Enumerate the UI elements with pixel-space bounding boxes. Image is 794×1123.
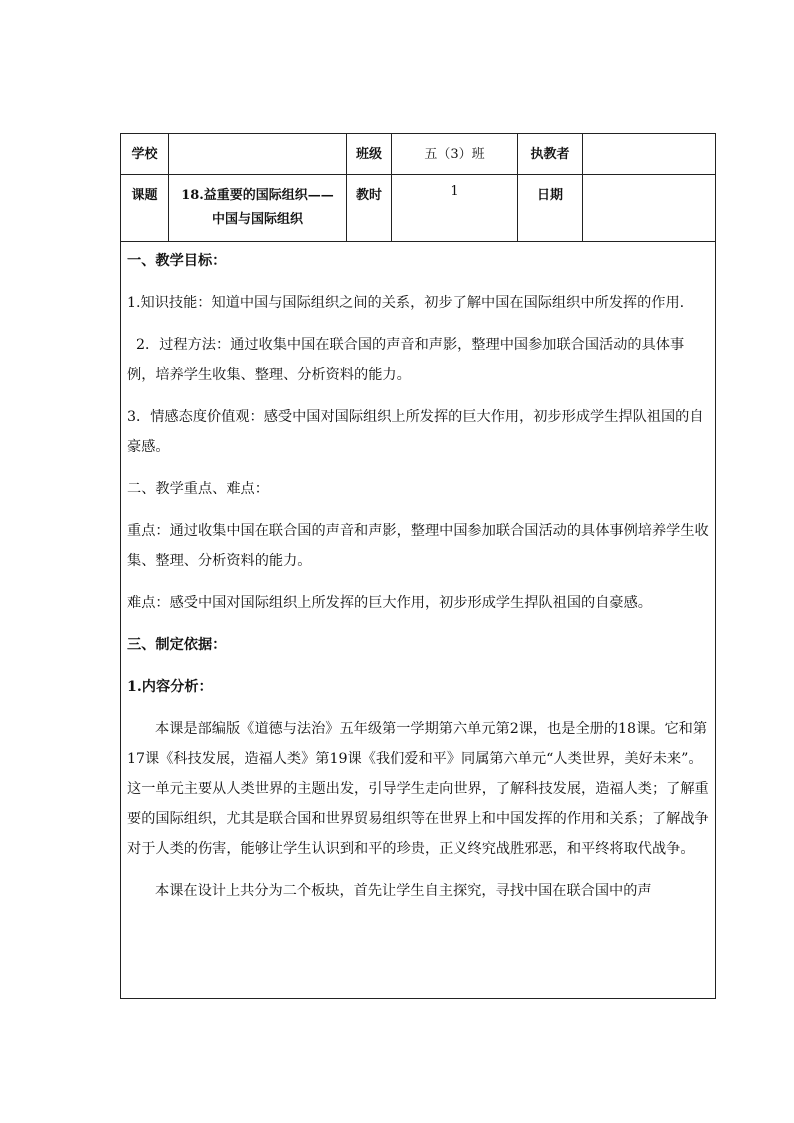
difficult-point: 难点：感受中国对国际组织上所发挥的巨大作用，初步形成学生捍队祖国的自豪感。 xyxy=(127,595,652,611)
school-label: 学校 xyxy=(121,134,169,174)
period-value[interactable]: 1 xyxy=(392,175,518,241)
header-row-2 xyxy=(121,175,715,242)
objective-process: 2．过程方法：通过收集中国在联合国的声音和声影，整理中国参加联合国活动的具体事例，培养学生收集、整理、分析资料的能力。 xyxy=(127,337,685,383)
lesson-plan-sheet xyxy=(120,133,716,999)
header-row-1 xyxy=(121,134,715,175)
school-value[interactable] xyxy=(169,134,347,174)
topic-value[interactable] xyxy=(169,175,347,241)
key-point: 重点：通过收集中国在联合国的声音和声影，整理中国参加联合国活动的具体事例培养学生收集、整理、分析资料的能力。 xyxy=(127,523,709,569)
content-analysis-title: 1.内容分析： xyxy=(127,679,213,695)
date-label: 日期 xyxy=(518,175,583,241)
topic-label: 课题 xyxy=(121,175,169,241)
topic-line-1: 18.益重要的国际组织—— xyxy=(181,188,334,203)
design-paragraph: 本课在设计上共分为二个板块，首先让学生自主探究，寻找中国在联合国中的声 xyxy=(155,883,652,899)
section-1-title: 一、教学目标： xyxy=(127,253,227,269)
objective-emotion: 3．情感态度价值观：感受中国对国际组织上所发挥的巨大作用，初步形成学生捍队祖国的自豪感。 xyxy=(127,409,704,455)
content-analysis-paragraph: 本课是部编版《道德与法治》五年级第一学期第六单元第2课，也是全册的18课。它和第17课《科技发展，造福人类》第19课《我们爱和平》同属第六单元“人类世界，美好未来”。这一单元主要从人类世界的主题出发，引导学生走向世界，了解科技发展，造福人类；了解重要的国际组织，尤其是联合国和世界贸易组织等在世界上和中国发挥的作用和关系；了解战争对于人类的伤害，能够让学生认识到和平的珍贵，正义终究战胜邪恶，和平终将取代战争。 xyxy=(127,721,709,857)
class-value[interactable]: 五（3）班 xyxy=(392,134,518,174)
lesson-content xyxy=(121,242,715,906)
date-value[interactable] xyxy=(583,175,715,241)
section-3-title: 三、制定依据： xyxy=(127,637,227,653)
period-label: 教时 xyxy=(347,175,392,241)
topic-line-2: 中国与国际组织 xyxy=(211,212,303,227)
section-2-title: 二、教学重点、难点： xyxy=(127,481,269,497)
objective-knowledge: 1.知识技能：知道中国与国际组织之间的关系，初步了解中国在国际组织中所发挥的作用. xyxy=(127,295,685,311)
class-label: 班级 xyxy=(347,134,392,174)
teacher-value[interactable] xyxy=(583,134,715,174)
teacher-label: 执教者 xyxy=(518,134,583,174)
